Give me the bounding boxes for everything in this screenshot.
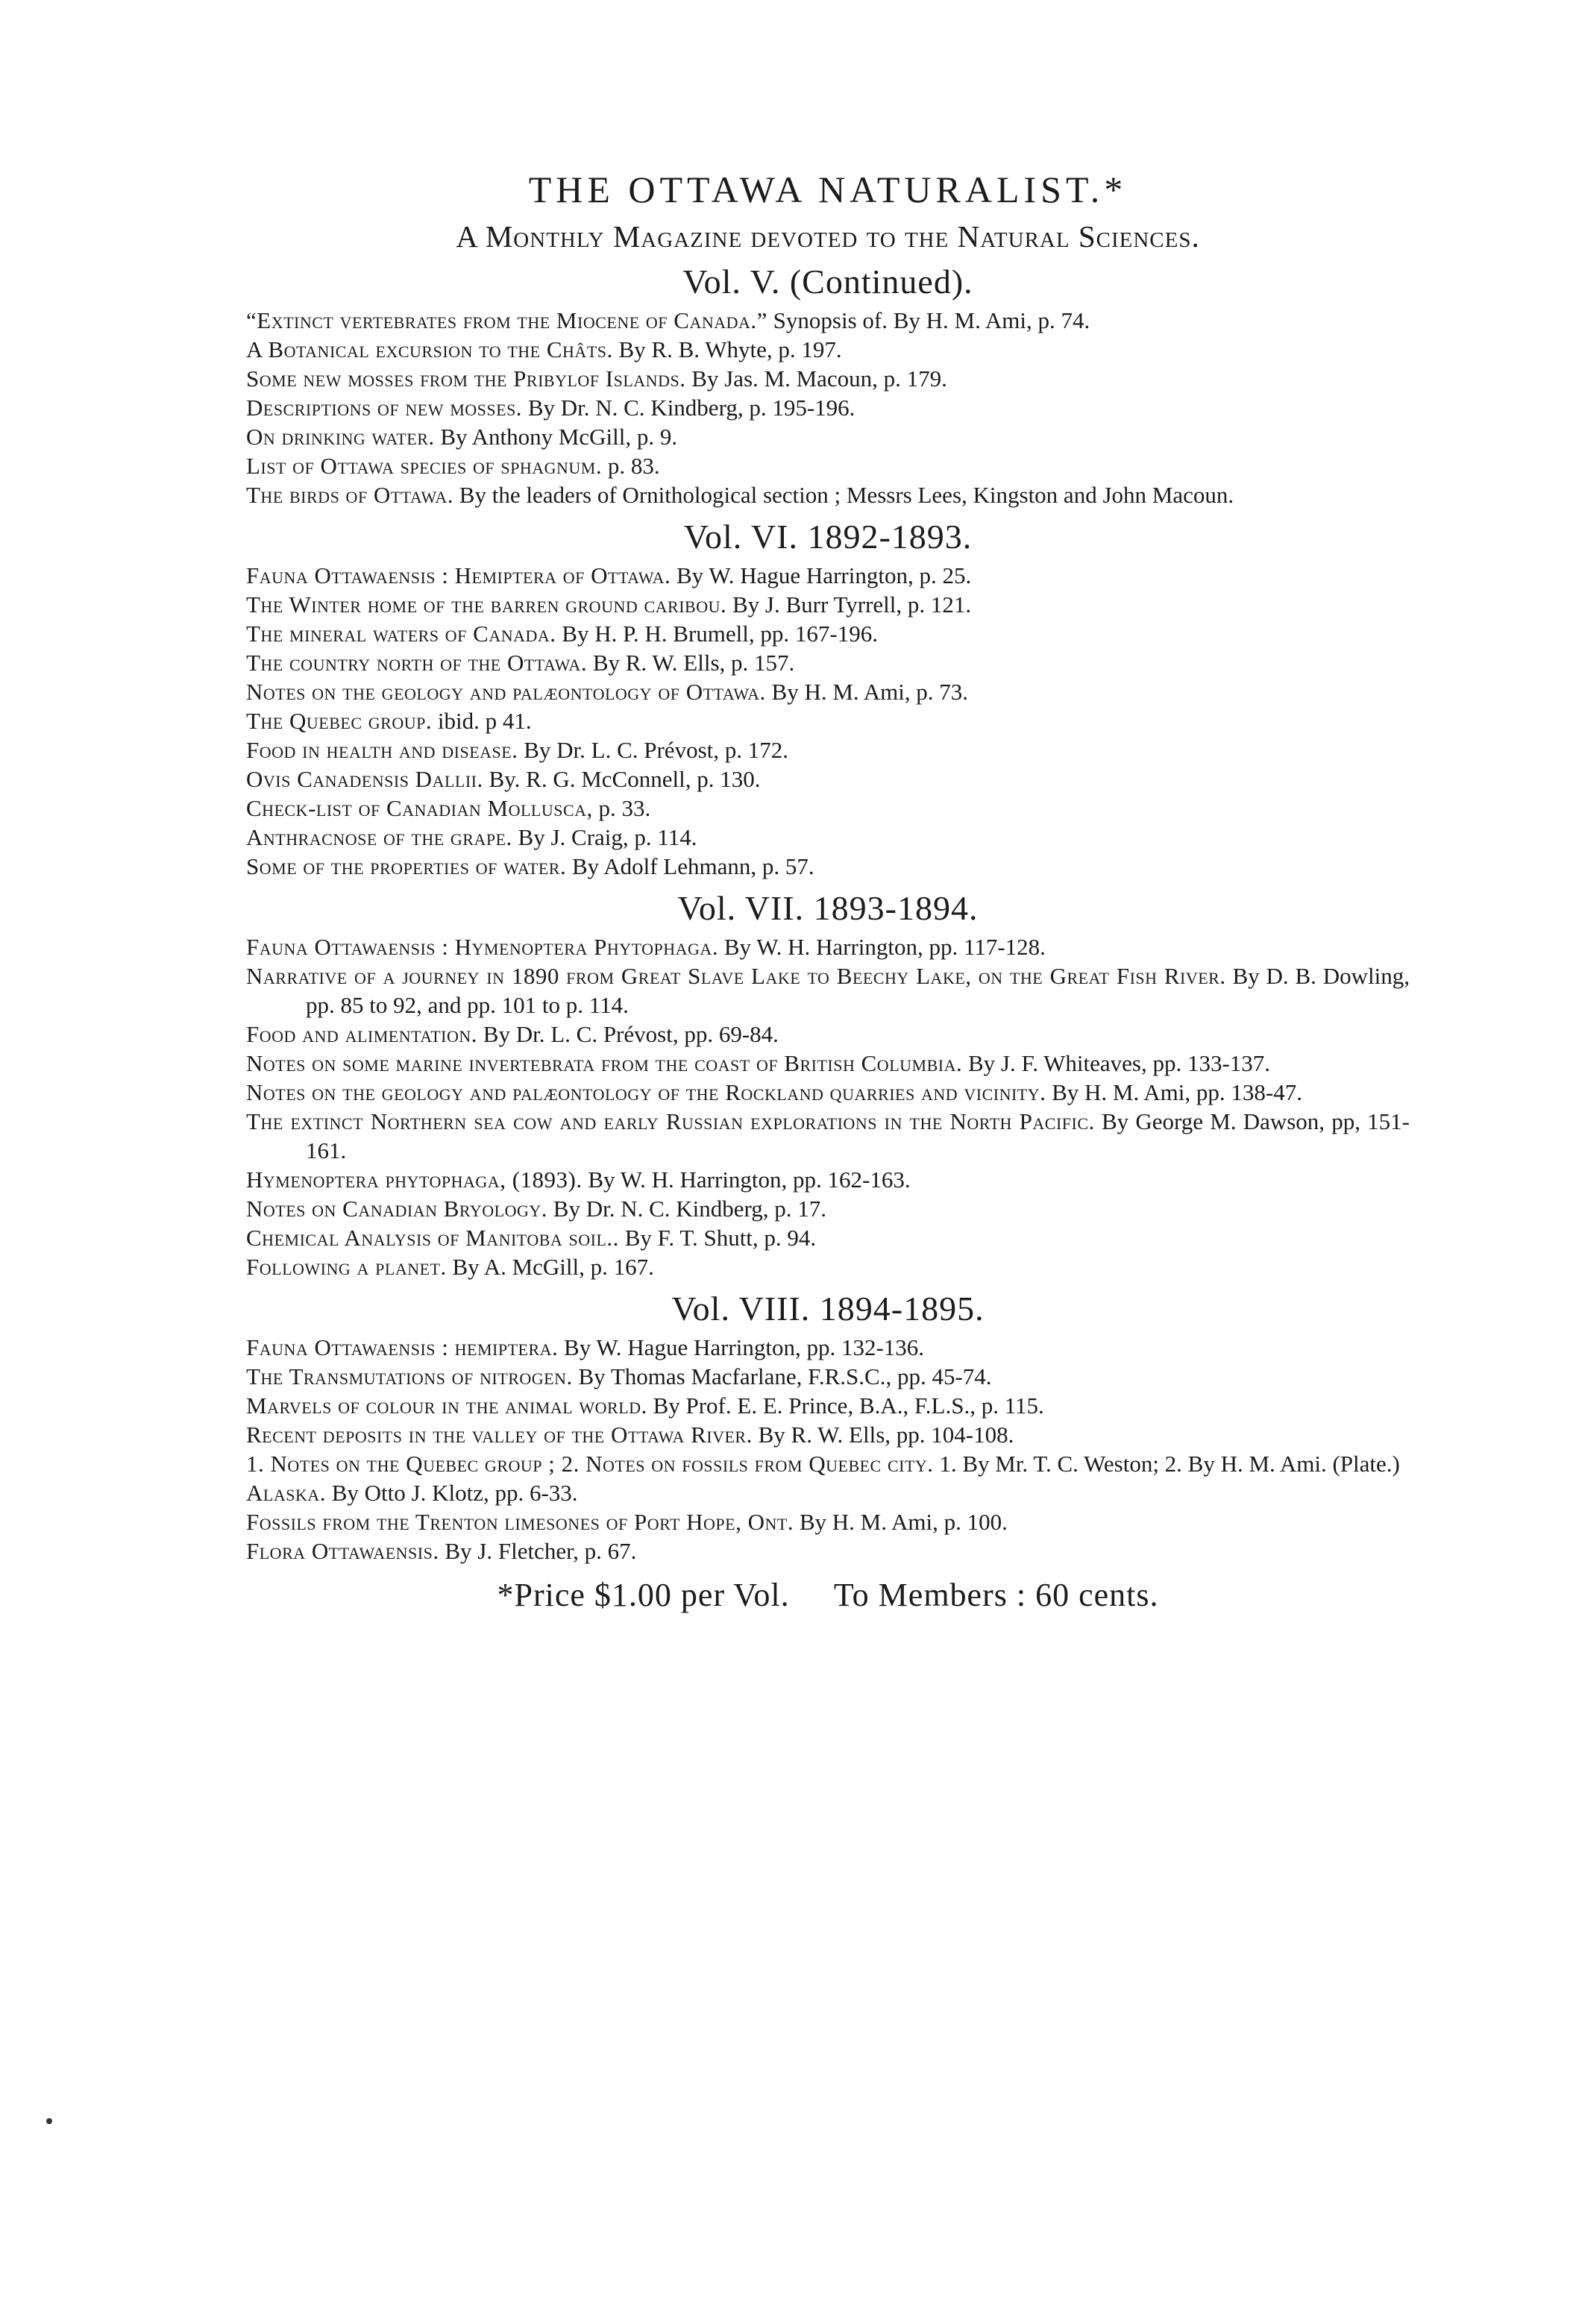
list-item: [246, 1420, 1410, 1449]
volume-entries: [246, 561, 1410, 881]
article-title: The Quebec group.: [246, 708, 433, 734]
article-author-pages: By F. T. Shutt, p. 94.: [624, 1225, 817, 1251]
list-item: [246, 706, 1410, 735]
list-item: [246, 764, 1410, 794]
volume-section: [246, 888, 1410, 1281]
article-author-pages: By. R. G. McConnell, p. 130.: [489, 766, 761, 792]
article-title: Fossils from the Trenton limesones of Port Hope, Ont.: [246, 1509, 794, 1535]
article-title: Some of the properties of water.: [246, 853, 567, 879]
article-author-pages: By J. F. Whiteaves, pp. 133-137.: [967, 1050, 1271, 1076]
list-item: [246, 1333, 1410, 1362]
list-item: [246, 1194, 1410, 1223]
article-author-pages: 1. By Mr. T. C. Weston; 2. By H. M. Ami. (Plate.): [939, 1451, 1400, 1477]
list-item: [246, 1107, 1410, 1165]
article-author-pages: By Otto J. Klotz, pp. 6-33.: [331, 1480, 578, 1506]
list-item: [246, 1165, 1410, 1194]
article-title: The Winter home of the barren ground caribou.: [246, 591, 727, 618]
article-author-pages: By Prof. E. E. Prince, B.A., F.L.S., p. 115.: [653, 1392, 1044, 1419]
article-author-pages: By W. H. Harrington, pp. 117-128.: [723, 934, 1046, 960]
article-author-pages: By J. Fletcher, p. 67.: [445, 1538, 637, 1564]
article-author-pages: By H. M. Ami, p. 73.: [771, 679, 969, 705]
article-title: Hymenoptera phytophaga, (1893).: [246, 1166, 583, 1193]
article-title: A Botanical excursion to the Châts.: [246, 336, 613, 362]
margin-mark: [46, 2118, 52, 2124]
article-title: “Extinct vertebrates from the Miocene of Canada.”: [246, 307, 767, 333]
article-author-pages: By Jas. M. Macoun, p. 179.: [691, 365, 947, 392]
article-title: On drinking water.: [246, 424, 435, 450]
article-title: The birds of Ottawa.: [246, 482, 454, 508]
article-title: Following a planet.: [246, 1254, 447, 1280]
article-title: The Transmutations of nitrogen.: [246, 1363, 573, 1389]
price-text: *Price $1.00 per Vol.: [497, 1577, 790, 1613]
article-author-pages: By Thomas Macfarlane, F.R.S.C., pp. 45-74.: [578, 1363, 992, 1389]
article-title: Flora Ottawaensis.: [246, 1538, 439, 1564]
article-author-pages: By Dr. N. C. Kindberg, p. 17.: [553, 1196, 827, 1222]
list-item: [246, 1252, 1410, 1281]
page-title: THE OTTAWA NATURALIST.*: [528, 169, 1128, 210]
article-author-pages: By A. McGill, p. 167.: [452, 1254, 654, 1280]
volume-heading: Vol. VII. 1893-1894.: [677, 889, 979, 927]
article-author-pages: By J. Craig, p. 114.: [518, 824, 697, 850]
article-author-pages: By J. Burr Tyrrell, p. 121.: [732, 591, 972, 618]
list-item: [246, 1391, 1410, 1420]
volume-entries: [246, 932, 1410, 1281]
volume-heading: Vol. VIII. 1894-1895.: [671, 1290, 985, 1328]
article-title: Narrative of a journey in 1890 from Great Slave Lake to Beechy Lake, on the Great Fish River.: [246, 963, 1226, 989]
volume-section: [246, 1289, 1410, 1565]
article-author-pages: By R. W. Ells, p. 157.: [592, 650, 795, 676]
volume-entries: [246, 1333, 1410, 1565]
article-author-pages: By Anthony McGill, p. 9.: [440, 424, 678, 450]
list-item: [246, 1078, 1410, 1107]
list-item: [246, 393, 1410, 422]
list-item: [246, 735, 1410, 764]
article-title: The country north of the Ottawa.: [246, 650, 588, 676]
article-author-pages: By H. P. H. Brumell, pp. 167-196.: [562, 621, 878, 647]
volume-heading: Vol. VI. 1892-1893.: [683, 518, 973, 556]
list-item: [246, 1362, 1410, 1391]
list-item: [246, 648, 1410, 677]
article-author-pages: By Dr. N. C. Kindberg, p. 195-196.: [527, 395, 856, 421]
article-author-pages: By the leaders of Ornithological section ; Messrs Lees, Kingston and John Macoun.: [459, 482, 1234, 508]
list-item: [246, 590, 1410, 619]
volume-heading: Vol. V. (Continued).: [682, 263, 973, 301]
article-author-pages: By D. B. Dowling, pp. 85 to 92, and pp. 101 to p. 114.: [306, 963, 1410, 1018]
article-title: Notes on the geology and palæontology of the Rockland quarries and vicinity.: [246, 1079, 1046, 1105]
article-title: Check-list of Canadian Mollusca,: [246, 795, 593, 821]
document-page: [246, 168, 1410, 1614]
article-title: 1. Notes on the Quebec group ; 2. Notes on fossils from Quebec city.: [246, 1451, 934, 1477]
article-title: Fauna Ottawaensis : Hymenoptera Phytophaga.: [246, 934, 719, 960]
article-author-pages: ibid. p 41.: [437, 708, 532, 734]
article-title: Fauna Ottawaensis : Hemiptera of Ottawa.: [246, 562, 671, 588]
list-item: [246, 306, 1410, 335]
article-title: Descriptions of new mosses.: [246, 395, 523, 421]
article-author-pages: By Dr. L. C. Prévost, pp. 69-84.: [483, 1021, 779, 1047]
article-author-pages: By H. M. Ami, pp. 138-47.: [1052, 1079, 1302, 1105]
list-item: [246, 932, 1410, 961]
article-title: Notes on some marine invertebrata from the coast of British Columbia.: [246, 1050, 963, 1076]
article-title: Some new mosses from the Pribylof Islands.: [246, 365, 686, 392]
list-item: [246, 335, 1410, 364]
list-item: [246, 794, 1410, 823]
article-author-pages: By W. Hague Harrington, p. 25.: [676, 562, 972, 588]
article-author-pages: By H. M. Ami, p. 100.: [799, 1509, 1008, 1535]
list-item: [246, 823, 1410, 852]
list-item: [246, 451, 1410, 480]
list-item: [246, 677, 1410, 706]
article-author-pages: Synopsis of. By H. M. Ami, p. 74.: [773, 307, 1090, 333]
volume-entries: [246, 306, 1410, 509]
list-item: [246, 961, 1410, 1020]
list-item: [246, 1020, 1410, 1049]
article-author-pages: By Dr. L. C. Prévost, p. 172.: [524, 737, 788, 763]
list-item: [246, 1507, 1410, 1536]
article-title: Fauna Ottawaensis : hemiptera.: [246, 1334, 559, 1360]
article-title: List of Ottawa species of sphagnum.: [246, 453, 603, 479]
members-price-text: To Members : 60 cents.: [833, 1577, 1159, 1613]
article-title: Notes on the geology and palæontology of Ottawa.: [246, 679, 766, 705]
list-item: [246, 422, 1410, 451]
article-author-pages: By Adolf Lehmann, p. 57.: [571, 853, 814, 879]
article-title: Notes on Canadian Bryology.: [246, 1196, 548, 1222]
article-author-pages: p. 33.: [598, 795, 651, 821]
article-title: The extinct Northern sea cow and early Russian explorations in the North Pacific.: [246, 1108, 1095, 1134]
volumes-list: [246, 262, 1410, 1565]
list-item: [246, 619, 1410, 648]
article-author-pages: By W. Hague Harrington, pp. 132-136.: [564, 1334, 925, 1360]
volume-section: [246, 262, 1410, 509]
list-item: [246, 1223, 1410, 1252]
list-item: [246, 852, 1410, 881]
list-item: [246, 1536, 1410, 1565]
article-title: Marvels of colour in the animal world.: [246, 1392, 647, 1419]
article-author-pages: By George M. Dawson, pp, 151-161.: [306, 1108, 1410, 1163]
list-item: [246, 561, 1410, 590]
article-title: Anthracnose of the grape.: [246, 824, 512, 850]
article-title: Food and alimentation.: [246, 1021, 478, 1047]
article-author-pages: By W. H. Harrington, pp. 162-163.: [588, 1166, 911, 1193]
article-title: Recent deposits in the valley of the Ottawa River.: [246, 1422, 753, 1448]
article-title: Alaska.: [246, 1480, 326, 1506]
list-item: [246, 1049, 1410, 1078]
list-item: [246, 1449, 1410, 1478]
article-author-pages: By R. W. Ells, pp. 104-108.: [758, 1422, 1014, 1448]
list-item: [246, 364, 1410, 393]
page-subtitle: A Monthly Magazine devoted to the Natural Sciences.: [456, 219, 1200, 254]
article-title: The mineral waters of Canada.: [246, 621, 556, 647]
article-author-pages: p. 83.: [607, 453, 660, 479]
list-item: [246, 480, 1410, 509]
price-footer: [246, 1576, 1410, 1614]
article-title: Food in health and disease.: [246, 737, 518, 763]
list-item: [246, 1478, 1410, 1507]
article-author-pages: By R. B. Whyte, p. 197.: [618, 336, 842, 362]
article-title: Ovis Canadensis Dallii.: [246, 766, 483, 792]
article-title: Chemical Analysis of Manitoba soil..: [246, 1225, 619, 1251]
volume-section: [246, 517, 1410, 881]
